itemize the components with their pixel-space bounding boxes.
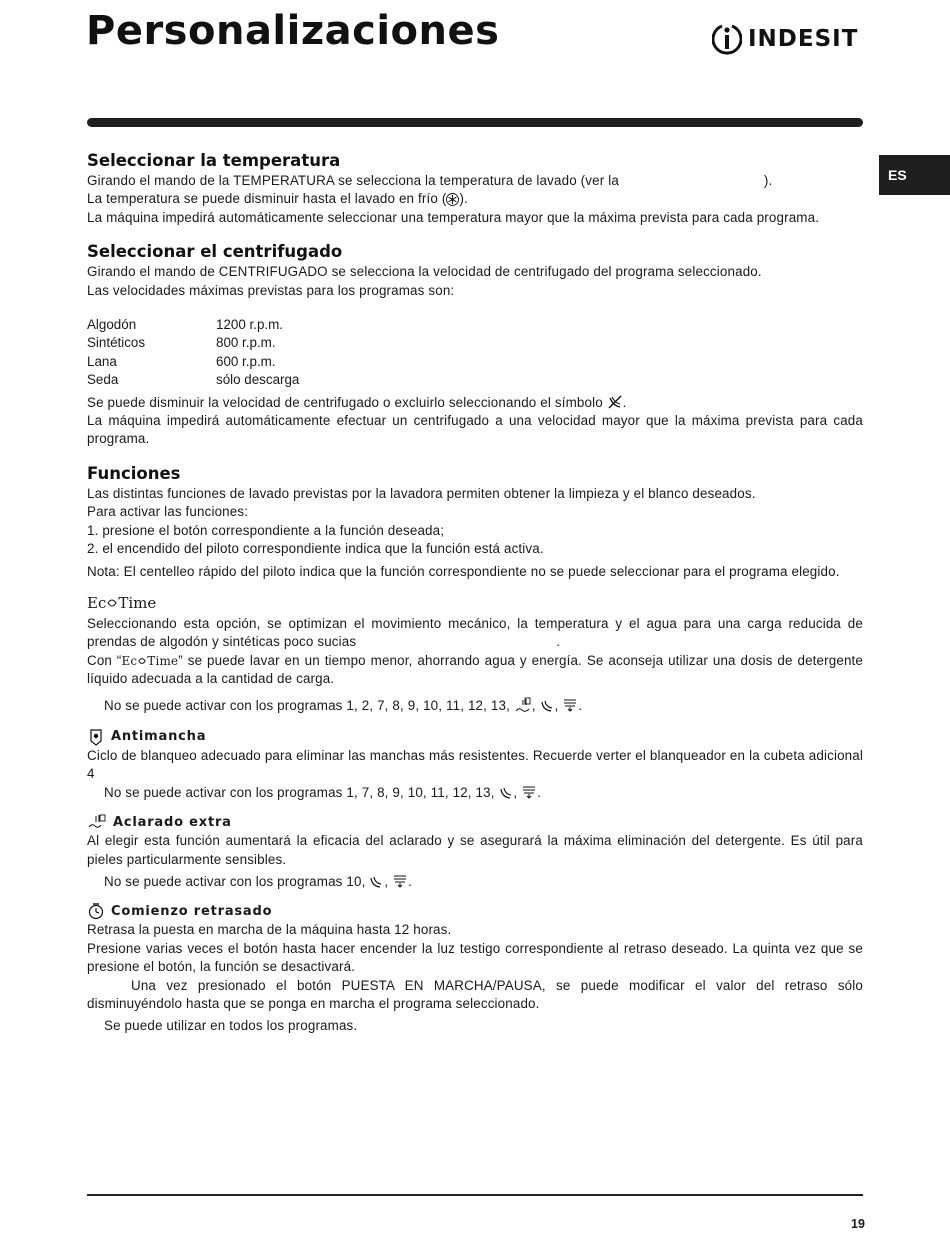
table-row xyxy=(87,334,299,352)
rinse-icon xyxy=(514,697,532,713)
indesit-logo-icon xyxy=(712,22,742,56)
delay-paragraph-4: Se puede utilizar en todos los programas. xyxy=(104,1018,358,1034)
stain-removal-icon xyxy=(87,728,105,746)
extra-rinse-icon xyxy=(87,814,107,830)
program-name: Seda xyxy=(87,372,119,388)
page-title: Personalizaciones xyxy=(86,8,500,54)
main-content xyxy=(87,150,863,1050)
temperature-text-1b: ). xyxy=(763,173,773,188)
delay-paragraph-3: Una vez presionado el botón PUESTA EN MARCHA/PAUSA, se puede modificar el valor del retraso sólo disminuyéndolo hasta que se ponga en marcha el programa seleccionado. xyxy=(87,977,863,1011)
ecotime-logo xyxy=(87,594,156,612)
footer-divider xyxy=(87,1194,863,1196)
functions-section xyxy=(87,463,863,1036)
ecotime-inline-part-2: Time xyxy=(147,653,179,668)
drain-icon xyxy=(562,697,578,713)
delayed-start-icon xyxy=(87,902,105,920)
ecotime-inline-part-1: Ec xyxy=(121,653,138,668)
spin-heading: Seleccionar el centrifugado xyxy=(87,242,343,262)
brand-name: INDESIT xyxy=(748,26,859,52)
ecotime-logo-inline xyxy=(122,652,179,670)
spin-paragraph-3 xyxy=(87,394,863,412)
ecotime-text-2b: ” se puede lavar en un tiempo menor, ahorrando agua y energía. Se aconseja utilizar una dosis de detergente líquido adecuada a la cantidad de carga. xyxy=(87,652,864,687)
rinse-paragraph-1: Al elegir esta función aumentará la eficacia del aclarado y se asegurará la máxima eliminación del detergente. Es útil para pieles particularmente sensibles. xyxy=(87,833,863,867)
spin-drain-icon xyxy=(540,698,555,713)
program-speed: sólo descarga xyxy=(216,372,300,388)
ecotime-paragraph-2 xyxy=(87,652,863,689)
temperature-text-1a: Girando el mando de la TEMPERATURA se selecciona la temperatura de lavado (ver la xyxy=(87,173,619,188)
functions-step-2: 2. el encendido del piloto correspondiente indica que la función está activa. xyxy=(87,541,544,557)
program-name: Lana xyxy=(87,353,117,369)
rinse-restriction-text: No se puede activar con los programas 10, xyxy=(104,873,366,889)
leaf-icon xyxy=(138,657,146,665)
spin-speed-table xyxy=(87,316,299,390)
ecotime-heading xyxy=(87,593,863,613)
ecotime-text-1b: . xyxy=(556,634,561,650)
spin-text-3a: Se puede disminuir la velocidad de centrifugado o excluirlo seleccionando el símbolo xyxy=(87,394,603,410)
no-spin-icon xyxy=(607,394,623,410)
functions-heading: Funciones xyxy=(87,463,181,483)
stain-restriction: No se puede activar con los programas 1, 7, 8, 9, 10, 11, 12, 13, , . xyxy=(104,784,542,800)
ecotime-logo-part-2: Time xyxy=(118,593,157,612)
temperature-text-2b: ). xyxy=(459,191,468,207)
stain-label: Antimancha xyxy=(111,729,207,745)
temperature-heading: Seleccionar la temperatura xyxy=(87,151,341,170)
spin-drain-icon xyxy=(369,874,384,889)
delay-paragraph-1: Retrasa la puesta en marcha de la máquina hasta 12 horas. xyxy=(87,922,452,938)
delay-paragraph-2: Presione varias veces el botón hasta hacer encender la luz testigo correspondiente al retraso deseado. La quinta vez que se presione el botón, la función se desactivará. xyxy=(87,940,863,975)
rinse-restriction: No se puede activar con los programas 10, , . xyxy=(104,873,412,889)
rinse-heading xyxy=(87,812,863,832)
spin-section xyxy=(87,241,863,449)
functions-paragraph-1: Las distintas funciones de lavado previstas por la lavadora permiten obtener la limpieza y el blanco deseados. xyxy=(87,485,756,501)
spin-paragraph-2: Las velocidades máximas previstas para los programas son: xyxy=(87,282,455,298)
functions-step-1: 1. presione el botón correspondiente a la función deseada; xyxy=(87,522,445,538)
ecotime-text-2a: Con “ xyxy=(87,652,122,668)
table-row xyxy=(87,316,299,334)
program-speed: 800 r.p.m. xyxy=(216,335,276,351)
ecotime-restriction: No se puede activar con los programas 1, 2, 7, 8, 9, 10, 11, 12, 13, , , . xyxy=(104,697,583,713)
stain-paragraph-1: Ciclo de blanqueo adecuado para eliminar las manchas más resistentes. Recuerde verter el blanqueador en la cubeta adicional 4 xyxy=(87,747,863,782)
language-tab: ES xyxy=(879,155,950,195)
table-row xyxy=(87,353,299,371)
stain-heading xyxy=(87,727,863,747)
page-number: 19 xyxy=(851,1217,865,1231)
delay-label: Comienzo retrasado xyxy=(111,903,273,919)
ecotime-logo-part-1: Ec xyxy=(87,593,107,612)
program-name: Sintéticos xyxy=(87,335,146,351)
temperature-text-2a: La temperatura se puede disminuir hasta el lavado en frío ( xyxy=(87,191,447,207)
temperature-paragraph-1 xyxy=(87,172,863,190)
temperature-paragraph-3: La máquina impedirá automáticamente seleccionar una temperatura mayor que la máxima prevista para cada programa. xyxy=(87,209,820,225)
program-speed: 600 r.p.m. xyxy=(216,353,276,369)
functions-note: Nota: El centelleo rápido del piloto indica que la función correspondiente no se puede seleccionar para el programa elegido. xyxy=(87,563,840,579)
delay-heading xyxy=(87,901,863,921)
rinse-label: Aclarado extra xyxy=(113,814,232,830)
drain-icon xyxy=(521,784,537,800)
temperature-paragraph-2 xyxy=(87,190,863,208)
ecotime-restriction-text: No se puede activar con los programas 1, 2, 7, 8, 9, 10, 11, 12, 13, xyxy=(104,697,510,713)
header-divider xyxy=(87,118,863,127)
snowflake-icon xyxy=(446,193,459,206)
spin-drain-icon xyxy=(499,785,514,800)
leaf-icon xyxy=(107,598,117,608)
program-speed: 1200 r.p.m. xyxy=(216,317,283,333)
ecotime-paragraph-1 xyxy=(87,615,863,652)
spin-text-3b: . xyxy=(622,394,627,410)
brand-logo xyxy=(712,20,858,58)
drain-icon xyxy=(392,873,408,889)
ecotime-text-1a: Seleccionando esta opción, se optimizan el movimiento mecánico, la temperatura y el agua para una carga reducida de prendas de algodón y sintéticas poco sucias xyxy=(87,615,863,650)
spin-paragraph-1: Girando el mando de CENTRIFUGADO se selecciona la velocidad de centrifugado del programa seleccionado. xyxy=(87,264,762,280)
stain-restriction-text: No se puede activar con los programas 1, 7, 8, 9, 10, 11, 12, 13, xyxy=(104,784,495,800)
program-name: Algodón xyxy=(87,317,137,333)
functions-paragraph-2: Para activar las funciones: xyxy=(87,504,249,520)
table-row xyxy=(87,371,299,389)
spin-paragraph-4: La máquina impedirá automáticamente efectuar un centrifugado a una velocidad mayor que la máxima prevista para cada programa. xyxy=(87,413,863,447)
temperature-section xyxy=(87,150,863,227)
